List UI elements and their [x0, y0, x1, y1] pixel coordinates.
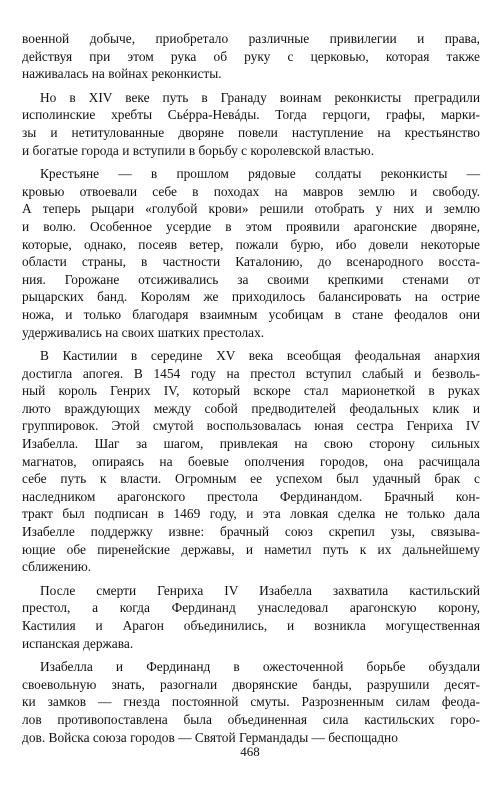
text-line: и богатые города и вступили в борьбу с королевской властью. — [22, 142, 375, 158]
book-page — [22, 30, 480, 790]
text-line: действуя при этом рука об руку с церковью, которая также — [22, 48, 480, 64]
text-line: которые, однако, посеяв ветер, пожали бурю, ибо довели некоторые — [22, 236, 480, 252]
text-line: себе путь к власти. Огромным ее успехом был удачный брак с — [22, 471, 480, 487]
text-line: ния. Горожане отсиживались за своими крепкими стенами от — [22, 271, 480, 287]
text-line: группировок. Этой смутой воспользовалась юная сестра Генриха IV — [22, 418, 480, 434]
paragraph — [22, 89, 480, 159]
text-body — [22, 30, 480, 746]
text-line: Изабелле поддержку извне: брачный союз скрепил узы, связыва- — [22, 524, 480, 540]
text-line: тракт был подписан в 1469 году, и эта ловкая сделка не только дала — [22, 506, 480, 522]
text-line: рыцарских банд. Королям же приходилось балансировать на острие — [22, 289, 480, 305]
text-line: удерживались на своих шатких престолах. — [22, 324, 265, 340]
text-line: После смерти Генриха IV Изабелла захватила кастильский — [40, 582, 480, 598]
text-line: люто враждующих между собой предводителей феодальных клик и — [22, 400, 480, 416]
paragraph — [22, 658, 480, 746]
page-number: 468 — [240, 744, 260, 759]
text-line: престол, а когда Фердинанд унаследовал арагонскую корону, — [22, 600, 480, 616]
text-line: кровью отвоевали себе в походах на мавров землю и свободу. — [22, 183, 480, 199]
text-line: наживалась на войнах реконкисты. — [22, 66, 222, 82]
text-line: Изабелла. Шаг за шагом, привлекая на свою сторону сильных — [22, 436, 480, 452]
paragraph — [22, 347, 480, 576]
text-line: В Кастилии в середине XV века всеобщая феодальная анархия — [40, 348, 480, 364]
text-line: ный король Генрих IV, который вскоре стал марионеткой в руках — [22, 383, 480, 399]
text-line: ножа, и только благодаря взаимным усобицам в стане феодалов они — [22, 306, 480, 322]
text-line: своевольную знать, разогнали дворянские банды, разрушили десят- — [22, 676, 480, 692]
text-line: достигла апогея. В 1454 году на престол вступил слабый и безволь- — [22, 365, 480, 381]
text-line: Изабелла и Фердинанд в ожесточенной борьбе обуздали — [40, 659, 480, 675]
text-line: Но в XIV веке путь в Гранаду воинам реконкисты преградили — [40, 89, 480, 105]
text-line: области страны, в частности Каталонию, до всенародного восста- — [22, 254, 480, 270]
paragraph — [22, 582, 480, 652]
text-line: исполинские хребты Сьéрра-Невáды. Тогда герцоги, графы, марки- — [22, 107, 480, 123]
text-line: ющие обе пиренейские державы, и наметил путь к их дальнейшему — [22, 541, 480, 557]
text-line: магнатов, опираясь на боевые ополчения городов, она расчищала — [22, 453, 480, 469]
text-line: А теперь рыцари «голубой крови» решили отобрать у них и землю — [22, 201, 480, 217]
text-line: зы и нетитулованные дворяне повели наступление на крестьянство — [22, 124, 480, 140]
text-line: лов противопоставлена была объединенная сила кастильских горо- — [22, 711, 480, 727]
paragraph — [22, 30, 480, 83]
text-line: дов. Войска союза городов — Святой Германдады — беспощадно — [22, 729, 398, 745]
paragraph — [22, 165, 480, 341]
text-line: Крестьяне — в прошлом рядовые солдаты реконкисты — — [40, 166, 480, 182]
text-line: Кастилия и Арагон объединились, и возникла могущественная — [22, 618, 480, 633]
text-line: ки замков — гнезда постоянной смуты. Разрозненным силам феода- — [22, 694, 480, 710]
text-line: и волю. Особенное усердие в этом проявили арагонские дворяне, — [22, 218, 480, 234]
text-line: испанская держава. — [22, 635, 134, 651]
text-line: наследником арагонского престола Фердинандом. Брачный кон- — [22, 488, 480, 504]
text-line: сближению. — [22, 559, 92, 575]
text-line: военной добыче, приобретало различные привилегии и права, — [22, 31, 480, 46]
